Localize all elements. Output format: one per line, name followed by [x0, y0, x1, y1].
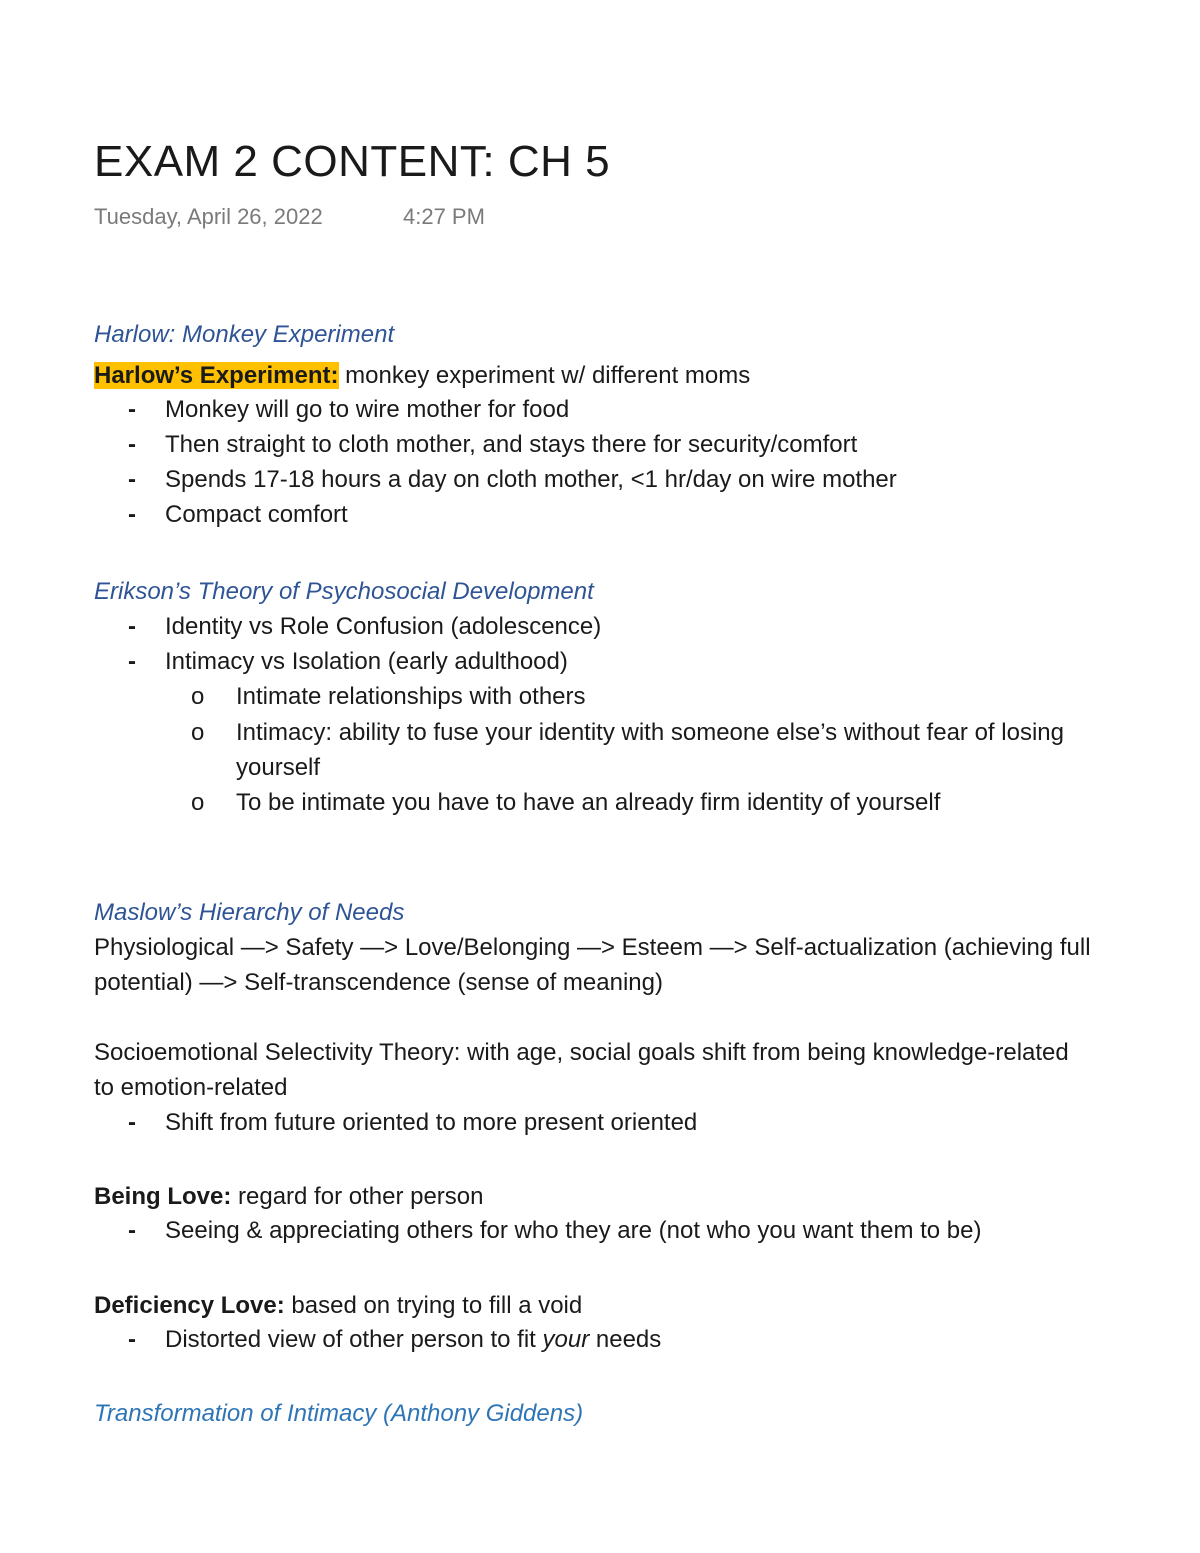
list-item: Shift from future oriented to more present oriented — [165, 1109, 698, 1136]
section-heading-giddens: Transformation of Intimacy (Anthony Giddens) — [94, 1400, 584, 1427]
bullet-dash: - — [128, 613, 136, 640]
list-item: Compact comfort — [165, 501, 348, 528]
bullet-circle: o — [191, 789, 205, 816]
list-item: Seeing & appreciating others for who they are (not who you want them to be) — [165, 1217, 982, 1244]
section-heading-erikson: Erikson’s Theory of Psychosocial Development — [94, 578, 594, 605]
bullet-circle: o — [191, 683, 205, 710]
list-item: Intimacy vs Isolation (early adulthood) — [165, 648, 568, 675]
sst-line-1: Socioemotional Selectivity Theory: with age, social goals shift from being knowledge-related — [94, 1039, 1069, 1066]
sub-list-item: To be intimate you have to have an already firm identity of yourself — [236, 789, 941, 816]
deficiency-bullet-text: Distorted view of other person to fit — [165, 1326, 543, 1353]
being-love-definition: regard for other person — [231, 1183, 484, 1210]
deficiency-love-definition: based on trying to fill a void — [284, 1292, 583, 1319]
maslow-line-2: potential) —> Self-transcendence (sense of meaning) — [94, 969, 663, 996]
sub-list-item: Intimate relationships with others — [236, 683, 586, 710]
bullet-circle: o — [191, 719, 205, 746]
list-item: Spends 17-18 hours a day on cloth mother, <1 hr/day on wire mother — [165, 466, 897, 493]
sub-list-item-continuation: yourself — [236, 754, 321, 781]
note-date: Tuesday, April 26, 2022 — [94, 204, 323, 229]
bullet-dash: - — [128, 501, 136, 528]
harlow-definition: monkey experiment w/ different moms — [338, 362, 751, 389]
deficiency-love-line — [94, 1289, 582, 1323]
list-item — [165, 1323, 661, 1357]
deficiency-love-term: Deficiency Love: — [94, 1292, 285, 1319]
page-title: EXAM 2 CONTENT: CH 5 — [94, 137, 611, 186]
section-heading-harlow: Harlow: Monkey Experiment — [94, 321, 395, 348]
bullet-dash: - — [128, 466, 136, 493]
bullet-dash: - — [128, 1326, 136, 1353]
list-item: Then straight to cloth mother, and stays there for security/comfort — [165, 431, 858, 458]
being-love-line — [94, 1180, 483, 1214]
note-time: 4:27 PM — [403, 204, 485, 229]
sst-line-2: to emotion-related — [94, 1074, 288, 1101]
bullet-dash: - — [128, 396, 136, 423]
bullet-dash: - — [128, 648, 136, 675]
bullet-dash: - — [128, 1109, 136, 1136]
sub-list-item: Intimacy: ability to fuse your identity with someone else’s without fear of losing — [236, 719, 1064, 746]
section-heading-maslow: Maslow’s Hierarchy of Needs — [94, 899, 405, 926]
being-love-term: Being Love: — [94, 1183, 232, 1210]
deficiency-bullet-text-end: needs — [589, 1326, 662, 1353]
list-item: Identity vs Role Confusion (adolescence) — [165, 613, 602, 640]
maslow-line-1: Physiological —> Safety —> Love/Belonging —> Esteem —> Self-actualization (achieving full — [94, 934, 1091, 961]
harlow-definition-line — [94, 359, 750, 393]
bullet-dash: - — [128, 1217, 136, 1244]
bullet-dash: - — [128, 431, 136, 458]
list-item: Monkey will go to wire mother for food — [165, 396, 570, 423]
deficiency-bullet-emphasis: your — [542, 1326, 590, 1353]
harlow-term-highlight: Harlow’s Experiment: — [94, 362, 339, 389]
